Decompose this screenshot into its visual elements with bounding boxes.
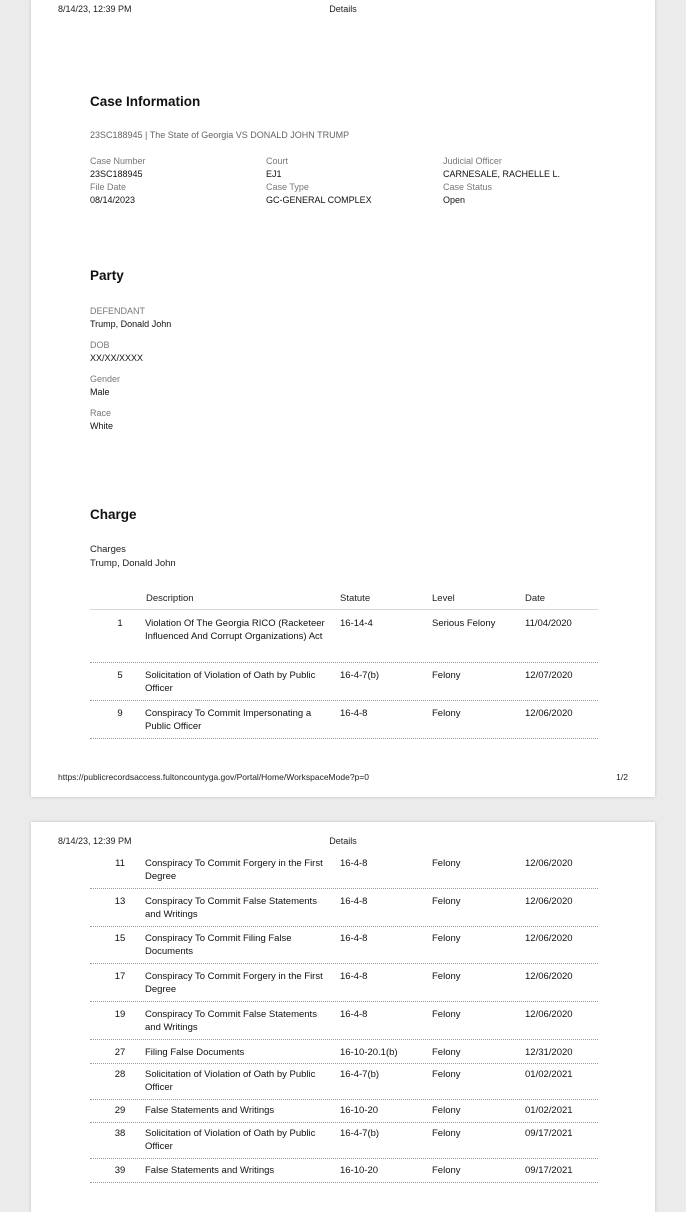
dob-label: DOB	[90, 340, 110, 350]
charge-description: Conspiracy To Commit Forgery in the First Degree	[145, 971, 323, 995]
charge-count: 38	[114, 1128, 126, 1139]
charges-label: Charges	[90, 544, 126, 555]
gender-label: Gender	[90, 374, 121, 384]
charge-statute: 16-4-8	[340, 708, 368, 719]
print-header-date: 8/14/23, 12:39 PM	[58, 836, 132, 846]
party-heading: Party	[90, 268, 124, 283]
charge-level: Felony	[432, 1047, 461, 1058]
court-label: Court	[266, 156, 289, 166]
print-page-2	[31, 822, 655, 1212]
charge-level: Felony	[432, 1009, 461, 1020]
case-status-value: Open	[443, 195, 466, 205]
charge-count: 19	[114, 1009, 126, 1020]
charge-date: 01/02/2021	[525, 1069, 573, 1080]
charge-level: Felony	[432, 933, 461, 944]
dob-value: XX/XX/XXXX	[90, 353, 144, 363]
charge-level: Serious Felony	[432, 618, 496, 629]
file-date-label: File Date	[90, 182, 127, 192]
charge-count: 39	[114, 1165, 126, 1176]
case-number-label: Case Number	[90, 156, 146, 166]
case-information-heading: Case Information	[90, 94, 201, 109]
charge-statute: 16-4-8	[340, 971, 368, 982]
charge-count: 9	[117, 708, 123, 719]
charge-description: Conspiracy To Commit Impersonating a Public Officer	[145, 708, 312, 732]
charge-statute: 16-4-8	[340, 858, 368, 869]
charge-level: Felony	[432, 1105, 461, 1116]
charge-heading: Charge	[90, 507, 137, 522]
charge-count: 1	[117, 618, 123, 629]
charge-count: 17	[114, 971, 126, 982]
row-divider	[90, 700, 598, 701]
charge-date: 12/06/2020	[525, 933, 573, 944]
gender-value: Male	[90, 387, 110, 397]
charge-description: Solicitation of Violation of Oath by Public Officer	[145, 670, 316, 694]
print-header-title: Details	[329, 4, 357, 14]
charge-description: Violation Of The Georgia RICO (Racketeer Influenced And Corrupt Organizations) Act	[145, 618, 325, 642]
charge-count: 27	[114, 1047, 126, 1058]
charge-date: 12/06/2020	[525, 708, 573, 719]
charge-description: Solicitation of Violation of Oath by Public Officer	[145, 1069, 316, 1093]
case-number-value: 23SC188945	[90, 169, 143, 179]
row-divider	[90, 963, 598, 964]
column-header-level: Level	[432, 593, 455, 604]
charge-count: 11	[115, 858, 125, 869]
charge-level: Felony	[432, 670, 461, 681]
row-divider	[90, 1001, 598, 1002]
row-divider	[90, 738, 598, 739]
charge-description: Filing False Documents	[145, 1047, 245, 1058]
case-caption: 23SC188945 | The State of Georgia VS DONALD JOHN TRUMP	[90, 130, 350, 140]
case-type-label: Case Type	[266, 182, 309, 192]
charge-count: 29	[114, 1105, 126, 1116]
charge-level: Felony	[432, 1069, 461, 1080]
race-label: Race	[90, 408, 112, 418]
party-role-label: DEFENDANT	[90, 306, 146, 316]
column-header-statute: Statute	[340, 593, 371, 604]
row-divider	[90, 1099, 598, 1100]
judicial-officer-label: Judicial Officer	[443, 156, 502, 166]
charge-date: 09/17/2021	[525, 1165, 573, 1176]
charge-level: Felony	[432, 896, 461, 907]
charge-statute: 16-10-20	[340, 1105, 379, 1116]
charges-defendant: Trump, Donald John	[90, 558, 176, 569]
charge-level: Felony	[432, 708, 461, 719]
row-divider	[90, 926, 598, 927]
row-divider	[90, 662, 598, 663]
column-header-date: Date	[525, 593, 546, 604]
charge-statute: 16-10-20	[340, 1165, 379, 1176]
case-type-value: GC-GENERAL COMPLEX	[266, 195, 372, 205]
column-header-description: Description	[146, 593, 194, 604]
row-divider	[90, 1158, 598, 1159]
charge-level: Felony	[432, 1128, 461, 1139]
charge-description: Conspiracy To Commit False Statements and Writings	[145, 896, 317, 920]
charge-count: 15	[114, 933, 126, 944]
row-divider	[90, 1182, 598, 1183]
charge-date: 12/06/2020	[525, 1009, 573, 1020]
charge-date: 12/06/2020	[525, 858, 573, 869]
charge-statute: 16-4-7(b)	[340, 1128, 380, 1139]
print-page-1	[31, 0, 655, 797]
row-divider	[90, 888, 598, 889]
charge-date: 12/07/2020	[525, 670, 573, 681]
charge-statute: 16-14-4	[340, 618, 373, 629]
row-divider	[90, 1122, 598, 1123]
charge-date: 12/06/2020	[525, 896, 573, 907]
charge-statute: 16-4-8	[340, 933, 368, 944]
row-divider	[90, 1039, 598, 1040]
charge-date: 12/06/2020	[525, 971, 573, 982]
judicial-officer-value: CARNESALE, RACHELLE L.	[443, 169, 561, 179]
charge-count: 13	[114, 896, 126, 907]
charge-description: False Statements and Writings	[145, 1165, 275, 1176]
charge-date: 01/02/2021	[525, 1105, 573, 1116]
charge-statute: 16-10-20.1(b)	[340, 1047, 398, 1058]
charge-level: Felony	[432, 971, 461, 982]
charge-statute: 16-4-8	[340, 896, 368, 907]
charge-statute: 16-4-8	[340, 1009, 368, 1020]
row-divider	[90, 1063, 598, 1064]
print-header-title: Details	[329, 836, 357, 846]
court-value: EJ1	[266, 169, 282, 179]
party-name: Trump, Donald John	[90, 319, 172, 329]
print-header-date: 8/14/23, 12:39 PM	[58, 4, 132, 14]
charge-date: 11/04/2020	[525, 618, 572, 629]
race-value: White	[90, 421, 114, 431]
print-footer-page-number: 1/2	[616, 772, 628, 782]
charge-statute: 16-4-7(b)	[340, 1069, 380, 1080]
charge-count: 28	[114, 1069, 126, 1080]
charge-date: 12/31/2020	[525, 1047, 573, 1058]
charge-date: 09/17/2021	[525, 1128, 573, 1139]
charge-description: Conspiracy To Commit Filing False Documents	[145, 933, 292, 957]
charge-level: Felony	[432, 858, 461, 869]
charge-statute: 16-4-7(b)	[340, 670, 380, 681]
case-status-label: Case Status	[443, 182, 493, 192]
charge-description: False Statements and Writings	[145, 1105, 275, 1116]
charge-description: Conspiracy To Commit Forgery in the First Degree	[145, 858, 323, 882]
charge-description: Solicitation of Violation of Oath by Public Officer	[145, 1128, 316, 1152]
file-date-value: 08/14/2023	[90, 195, 136, 205]
charge-description: Conspiracy To Commit False Statements and Writings	[145, 1009, 317, 1033]
charge-count: 5	[117, 670, 123, 681]
print-footer-url: https://publicrecordsaccess.fultoncountyga.gov/Portal/Home/WorkspaceMode?p=0	[58, 772, 369, 782]
table-header-rule	[90, 609, 598, 610]
charge-level: Felony	[432, 1165, 461, 1176]
